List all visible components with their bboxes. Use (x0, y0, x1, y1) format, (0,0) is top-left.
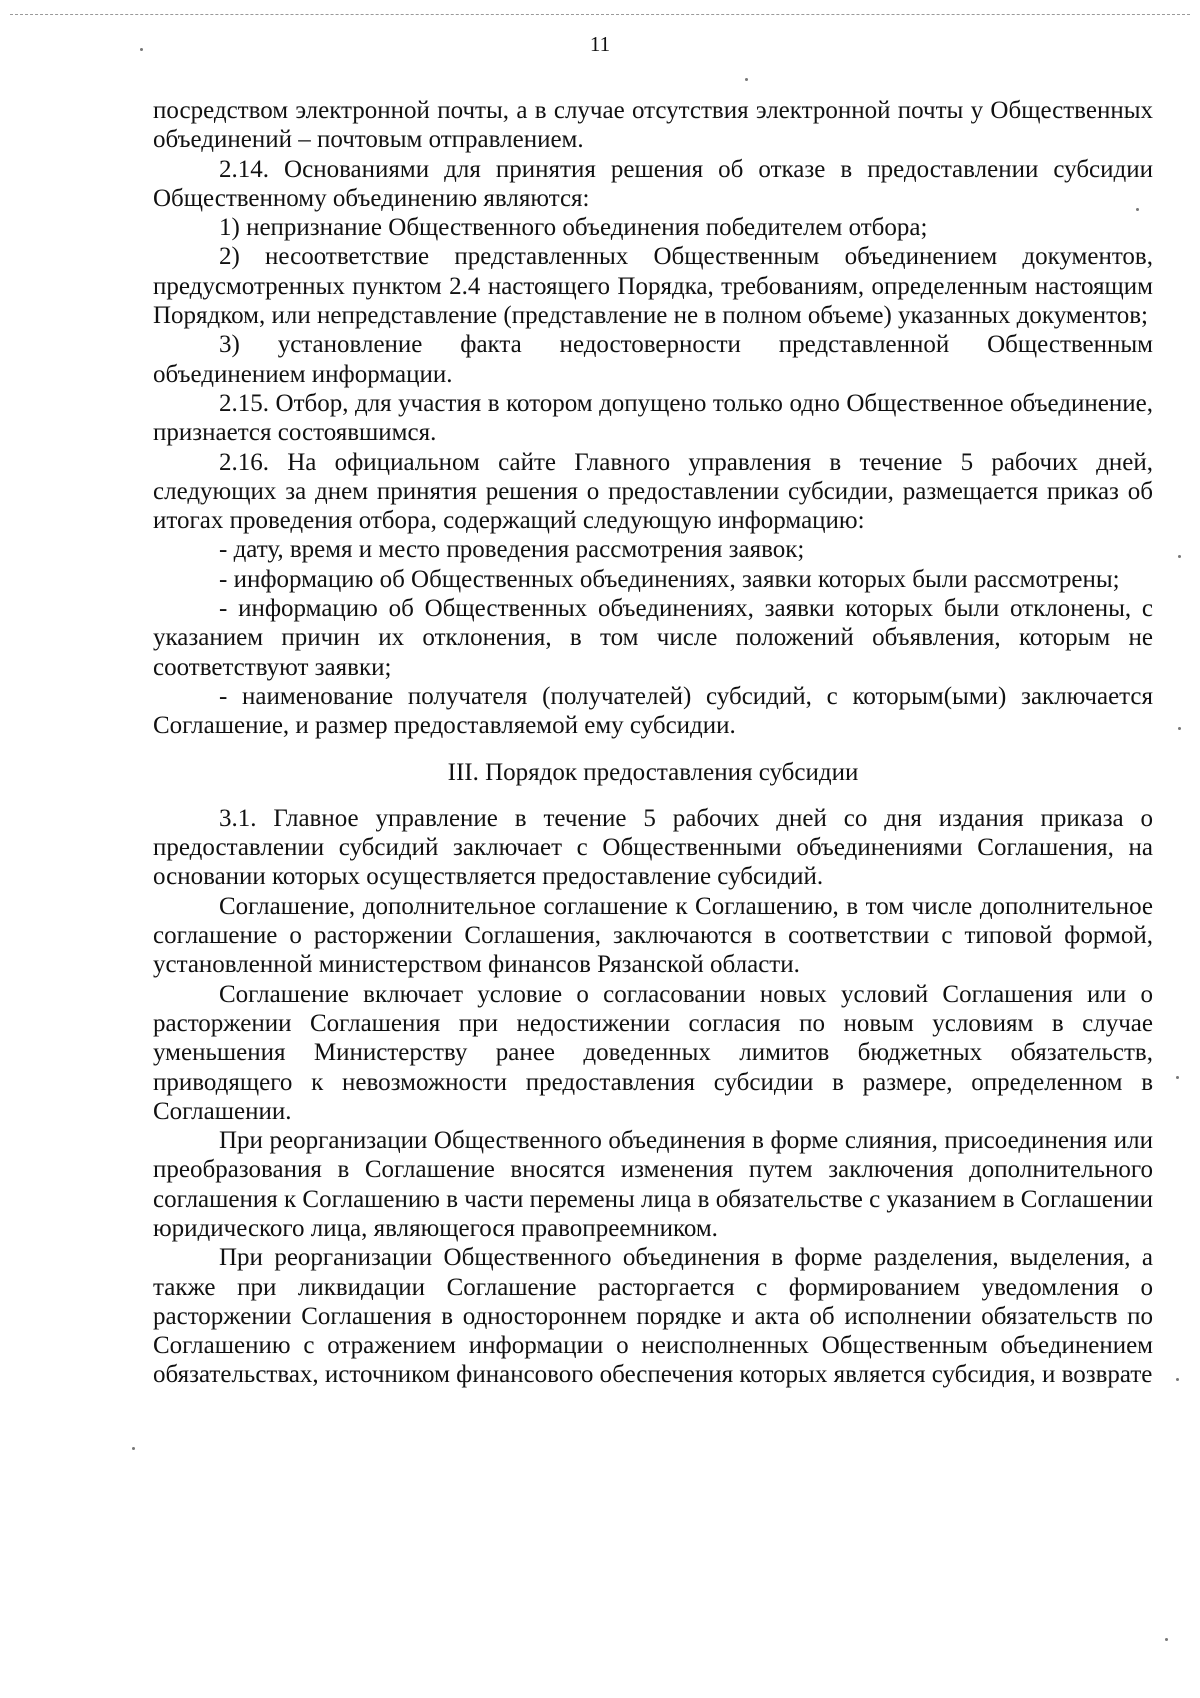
paragraphs-after (153, 804, 1153, 1390)
scan-speck (140, 48, 143, 51)
scan-speck (132, 1447, 135, 1450)
paragraph: - наименование получателя (получателей) субсидий, с которым(ыми) заключается Соглашение, и размер предоставляемой ему субсидии. (153, 682, 1153, 740)
paragraph: 1) непризнание Общественного объединения победителем отбора; (219, 214, 928, 242)
scan-edge-line (10, 14, 1190, 15)
paragraph: Соглашение, дополнительное соглашение к Соглашению, в том числе дополнительное соглашение о расторжении Соглашения, заключаются в соответствии с типовой формой, установленной министерством финансов Рязанской области. (153, 892, 1153, 979)
scan-speck (1136, 208, 1139, 211)
paragraph: 2.15. Отбор, для участия в котором допущено только одно Общественное объединение, признается состоявшимся. (153, 389, 1153, 447)
scan-speck (1178, 727, 1181, 730)
scan-speck (745, 78, 748, 81)
paragraph: - дату, время и место проведения рассмотрения заявок; (219, 536, 805, 564)
scan-speck (1176, 1076, 1179, 1079)
paragraphs-before (153, 96, 1153, 741)
paragraph: 2.14. Основаниями для принятия решения об отказе в предоставлении субсидии Общественному объединению являются: (153, 155, 1153, 212)
paragraph: посредством электронной почты, а в случае отсутствия электронной почты у Общественных объединений – почтовым отправлением. (153, 97, 1153, 154)
paragraph: 2.16. На официальном сайте Главного управления в течение 5 рабочих дней, следующих за днем принятия решения о предоставлении субсидии, размещается приказ об итогах проведения отбора, содержащий следующую информацию: (153, 448, 1153, 535)
paragraph: - информацию об Общественных объединениях, заявки которых были рассмотрены; (219, 565, 1120, 593)
paragraph: При реорганизации Общественного объединения в форме слияния, присоединения или преобразования в Соглашение вносятся изменения путем заключения дополнительного соглашения к Соглашению в части перемены лица в обязательстве с указанием в Соглашении юридического лица, являющегося правопреемником. (153, 1127, 1153, 1242)
paragraph: При реорганизации Общественного объединения в форме разделения, выделения, а также при ликвидации Соглашение расторгается с формированием уведомления о расторжении Соглашения в одностороннем порядке и акта об исполнении обязательств по Соглашению с отражением информации о неисполненных Общественным объединением обязательствах, источником финансового обеспечения которых является субсидия, и возврате (153, 1244, 1153, 1389)
paragraph: 3) установление факта недостоверности представленной Общественным объединением информации. (153, 331, 1153, 388)
paragraph: Соглашение включает условие о согласовании новых условий Соглашения или о расторжении Соглашения при недостижении согласия по новым условиям в случае уменьшения Министерству ранее доведенных лимитов бюджетных обязательств, приводящего к невозможности предоставления субсидии в размере, определенном в Соглашении. (153, 980, 1153, 1125)
paragraph: 2) несоответствие представленных Общественным объединением документов, предусмотренных пунктом 2.4 настоящего Порядка, требованиям, определенным настоящим Порядком, или непредставление (представление не в полном объеме) указанных документов; (153, 243, 1153, 330)
paragraph: - информацию об Общественных объединениях, заявки которых были отклонены, с указанием причин их отклонения, в том числе положений объявления, которым не соответствуют заявки; (153, 595, 1153, 681)
scan-speck (1176, 1378, 1179, 1381)
paragraph: 3.1. Главное управление в течение 5 рабочих дней со дня издания приказа о предоставлении субсидий заключает с Общественными объединениями Соглашения, на основании которых осуществляется предоставление субсидий. (153, 804, 1153, 891)
document-body (153, 96, 1153, 1390)
page-number: 11 (589, 32, 611, 56)
scan-speck (1178, 555, 1181, 558)
scan-speck (1165, 1638, 1168, 1641)
section-heading: III. Порядок предоставления субсидии (447, 758, 859, 786)
